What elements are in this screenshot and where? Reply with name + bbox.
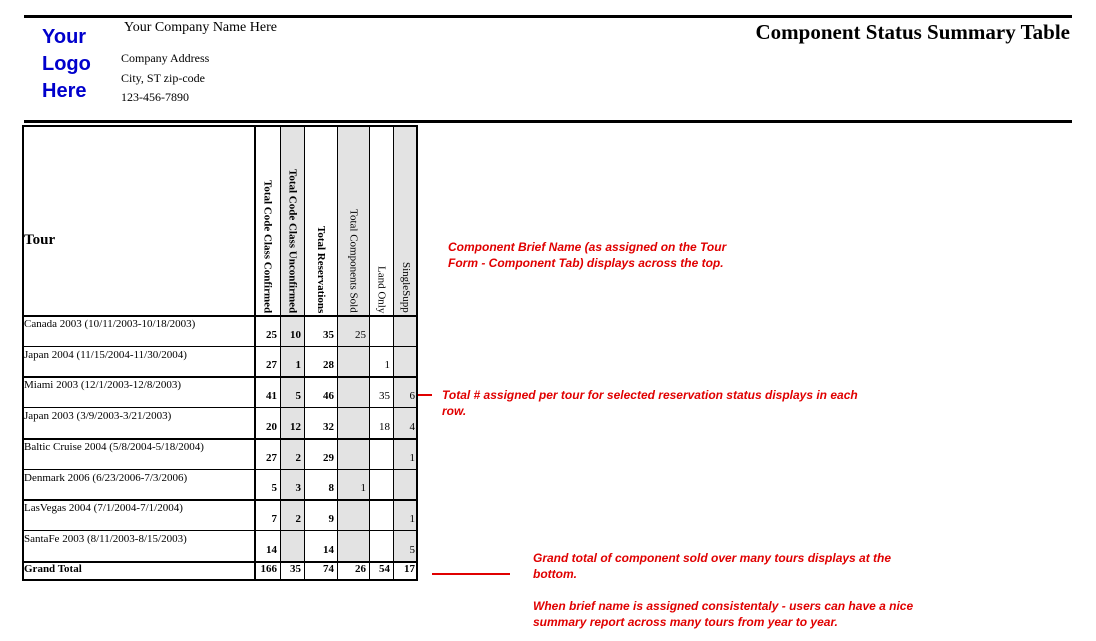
value-cell: 20: [266, 421, 277, 433]
column-header-label: Total Code Class Unconfirmed: [286, 168, 299, 313]
note-bottom-2: [533, 598, 913, 630]
tour-column-header: Tour: [24, 232, 56, 248]
note-bottom-arrow: [432, 573, 510, 575]
note-bottom-2-line-1: When brief name is assigned consistentaly - users can have a nice: [533, 599, 914, 613]
note-middle-line-1: Total # assigned per tour for selected reservation status displays in each: [442, 388, 858, 402]
value-cell: 25: [355, 329, 366, 341]
column-header: [337, 127, 369, 313]
column-header-label: Land Only: [375, 265, 388, 313]
value-cell: 28: [323, 359, 334, 371]
header-bottom-rule: [24, 120, 1072, 123]
logo-line-3: Here: [42, 80, 87, 102]
grand-total-cell: 74: [323, 563, 334, 575]
value-cell: 1: [295, 359, 301, 371]
row-divider: [22, 469, 418, 470]
tour-name: Baltic Cruise 2004 (5/8/2004-5/18/2004): [24, 441, 204, 453]
column-header: [304, 127, 337, 313]
value-cell: 1: [409, 452, 415, 464]
logo-line-2: Logo: [42, 53, 91, 75]
row-divider: [22, 376, 418, 378]
note-top-line-1: Component Brief Name (as assigned on the Tour: [448, 240, 727, 254]
note-middle-line-2: row.: [442, 404, 467, 418]
tour-name: Miami 2003 (12/1/2003-12/8/2003): [24, 379, 182, 391]
value-cell: 5: [409, 544, 415, 556]
note-top-line-2: Form - Component Tab) displays across the top.: [448, 256, 724, 270]
row-divider: [22, 315, 418, 317]
grand-total-cell: 35: [290, 563, 301, 575]
value-cell: 14: [266, 544, 277, 556]
value-cell: 1: [360, 482, 366, 494]
report-title: Component Status Summary Table: [755, 20, 1070, 44]
value-cell: 41: [266, 390, 277, 402]
grand-total-cell: 166: [260, 563, 277, 575]
value-cell: 9: [328, 513, 334, 525]
note-bottom: [533, 550, 891, 582]
tour-name: LasVegas 2004 (7/1/2004-7/1/2004): [24, 502, 183, 514]
row-divider: [22, 499, 418, 501]
row-divider: [22, 438, 418, 440]
grand-total-cell: 26: [355, 563, 366, 575]
note-bottom-line-2: bottom.: [533, 567, 577, 581]
column-header: [369, 127, 393, 313]
tour-name: Canada 2003 (10/11/2003-10/18/2003): [24, 318, 196, 330]
company-logo: [42, 24, 91, 105]
value-cell: 6: [409, 390, 415, 402]
company-phone: 123-456-7890: [121, 90, 189, 104]
value-cell: 1: [384, 359, 390, 371]
column-header: [254, 127, 280, 313]
value-cell: 46: [323, 390, 334, 402]
company-name: Your Company Name Here: [124, 20, 277, 35]
company-address: Company Address: [121, 51, 210, 65]
value-cell: 3: [295, 482, 301, 494]
tour-name: Japan 2004 (11/15/2004-11/30/2004): [24, 349, 187, 361]
logo-line-1: Your: [42, 26, 87, 48]
note-middle: [442, 387, 858, 419]
note-top: [448, 239, 726, 271]
tour-name: SantaFe 2003 (8/11/2003-8/15/2003): [24, 533, 187, 545]
column-header-label: SingleSupp: [400, 262, 412, 313]
row-divider: [22, 530, 418, 531]
row-divider: [22, 346, 418, 347]
note-bottom-2-line-2: summary report across many tours from year to year.: [533, 615, 838, 629]
grand-total-label: Grand Total: [24, 563, 82, 575]
value-cell: 35: [379, 390, 390, 402]
grand-total-cell: 17: [404, 563, 415, 575]
value-cell: 7: [271, 513, 277, 525]
tour-name: Japan 2003 (3/9/2003-3/21/2003): [24, 410, 172, 422]
company-city: City, ST zip-code: [121, 71, 205, 85]
value-cell: 29: [323, 452, 334, 464]
value-cell: 14: [323, 544, 334, 556]
value-cell: 8: [328, 482, 334, 494]
value-cell: 5: [271, 482, 277, 494]
value-cell: 12: [290, 421, 301, 433]
row-divider: [22, 407, 418, 408]
value-cell: 27: [266, 359, 277, 371]
column-header: [280, 127, 304, 313]
value-cell: 2: [295, 452, 301, 464]
tour-name: Denmark 2006 (6/23/2006-7/3/2006): [24, 472, 188, 484]
value-cell: 10: [290, 329, 301, 341]
column-header-label: Total Reservations: [315, 225, 327, 313]
column-header-label: Total Components Sold: [347, 209, 360, 313]
summary-table: [22, 125, 418, 581]
note-bottom-line-1: Grand total of component sold over many tours displays at the: [533, 551, 892, 565]
note-middle-arrow: [418, 394, 432, 396]
value-cell: 27: [266, 452, 277, 464]
value-cell: 1: [409, 513, 415, 525]
value-cell: 2: [295, 513, 301, 525]
value-cell: 32: [323, 421, 334, 433]
value-cell: 4: [409, 421, 415, 433]
value-cell: 5: [295, 390, 301, 402]
column-header: [393, 127, 418, 313]
column-header-label: Total Code Class Confirmed: [261, 179, 274, 313]
value-cell: 25: [266, 329, 277, 341]
top-rule: [24, 15, 1072, 18]
value-cell: 18: [379, 421, 390, 433]
value-cell: 35: [323, 329, 334, 341]
grand-total-cell: 54: [379, 563, 390, 575]
